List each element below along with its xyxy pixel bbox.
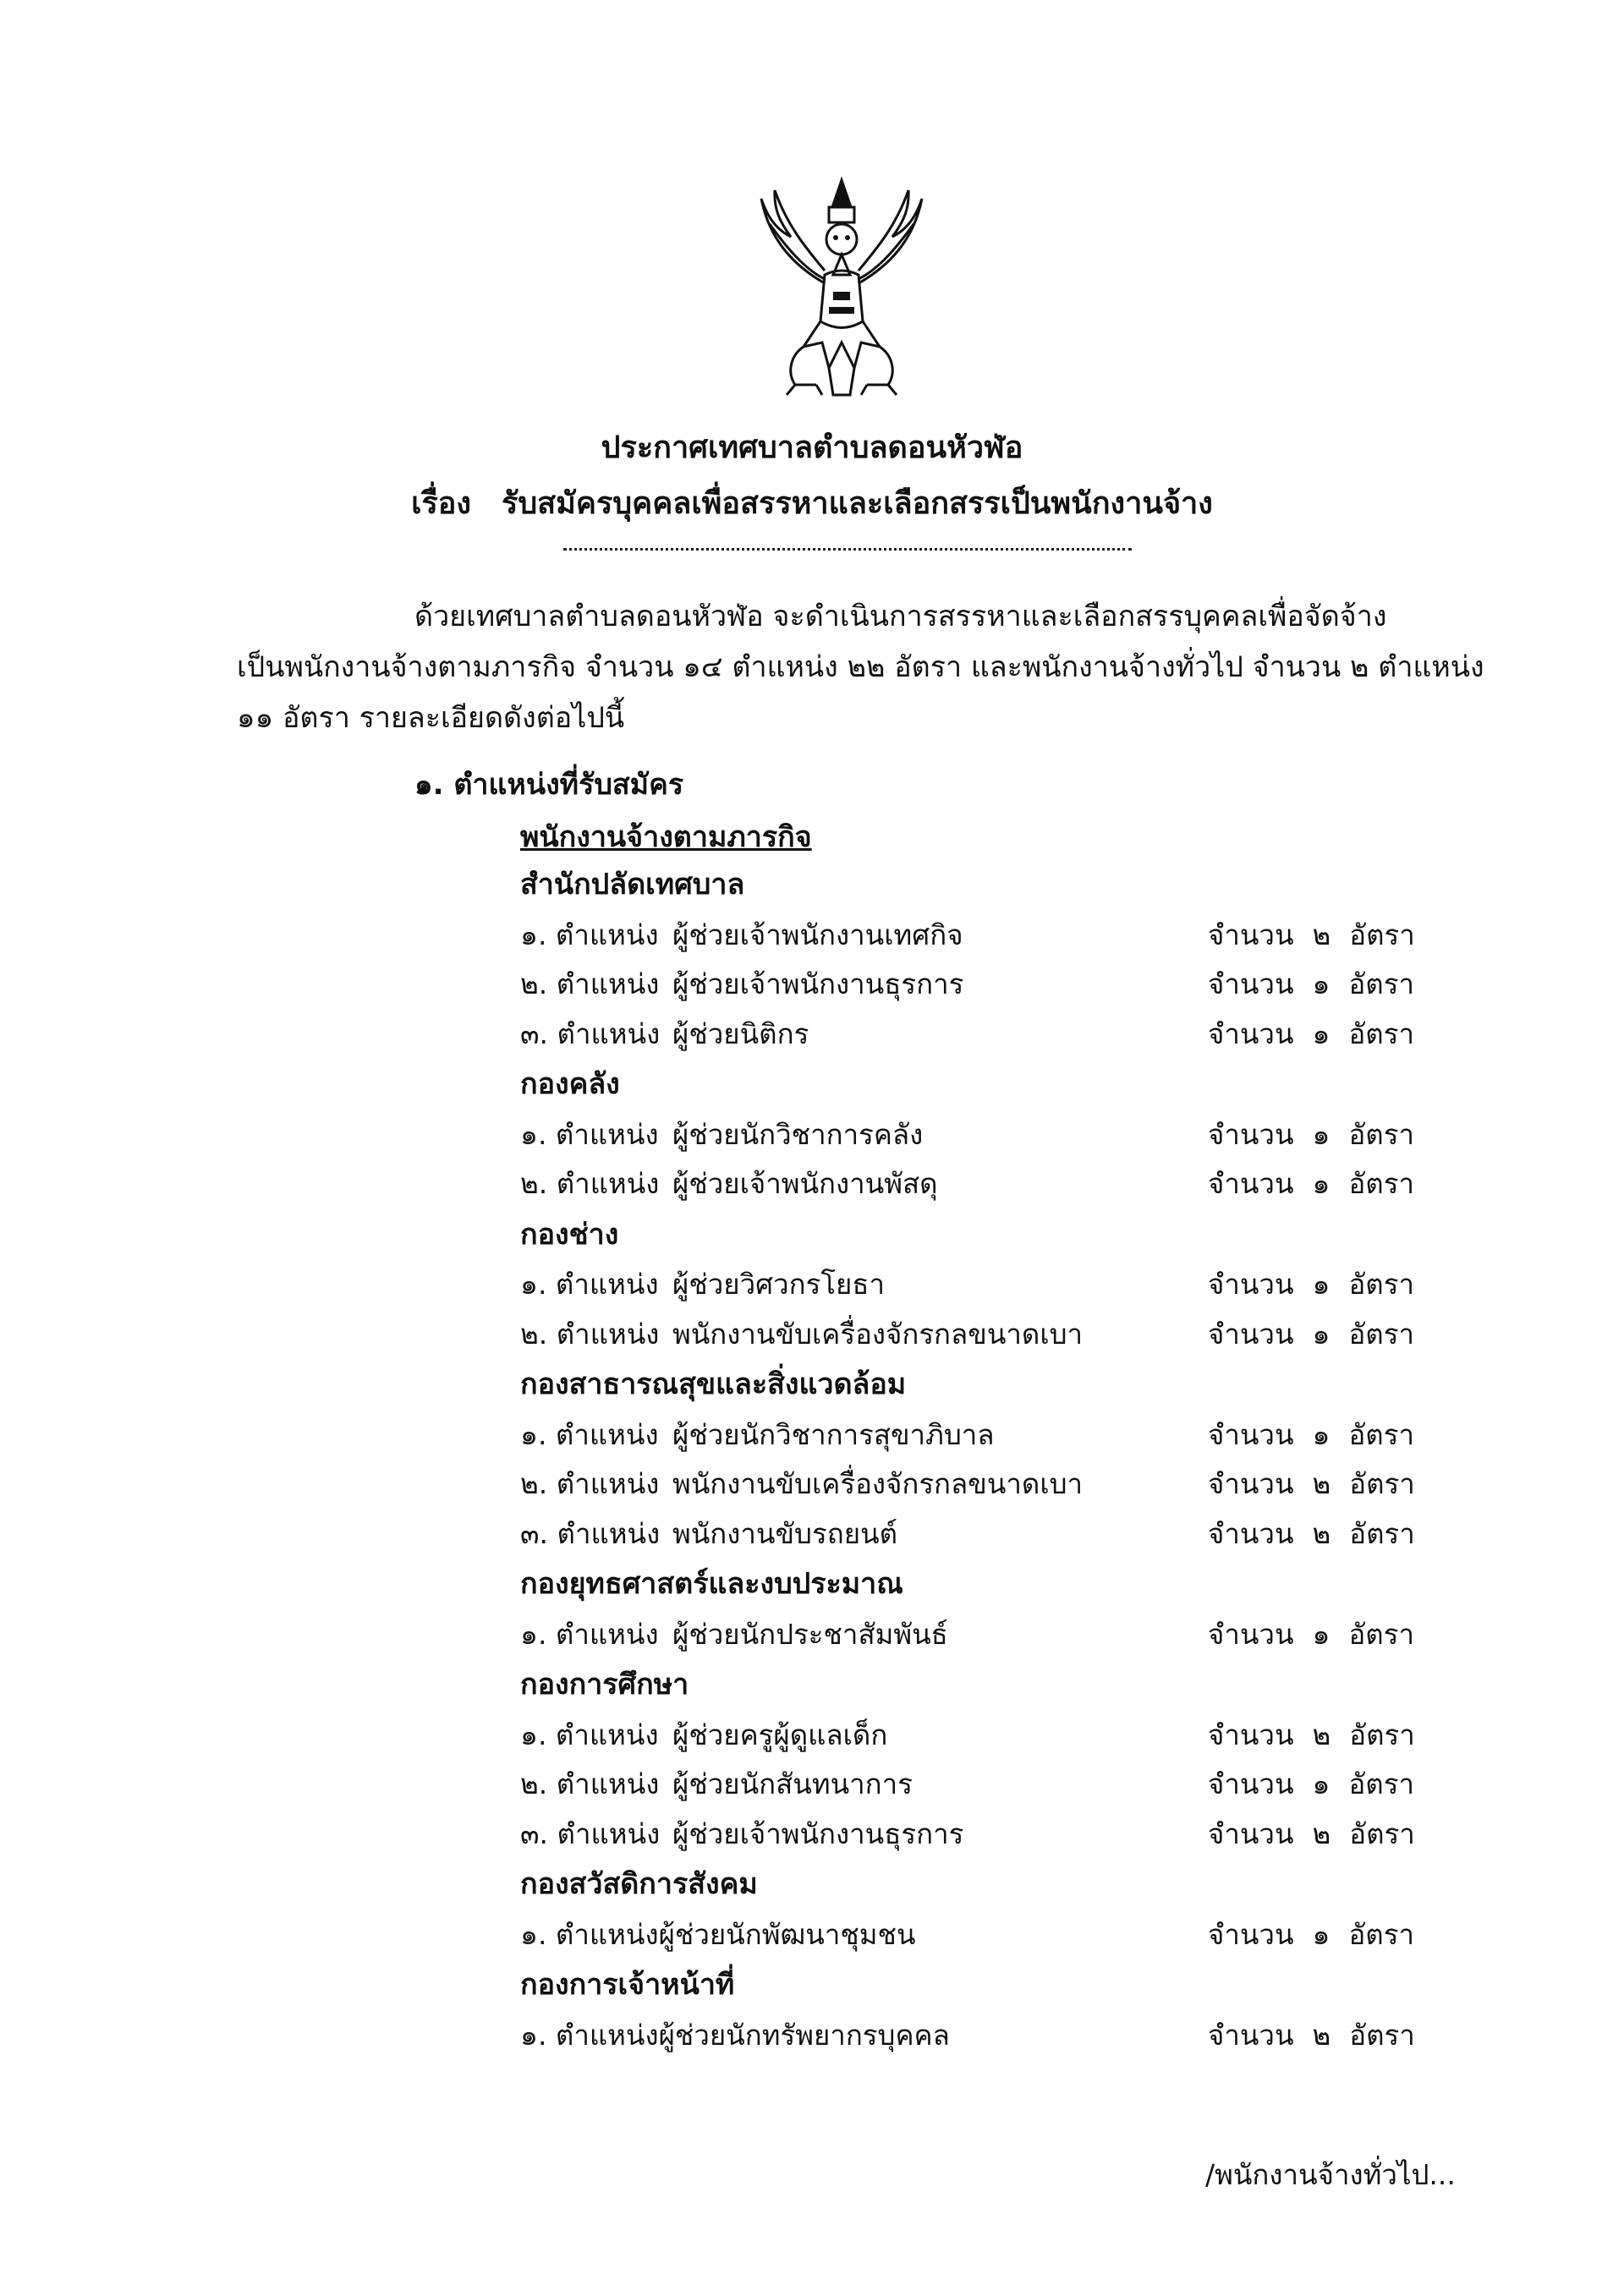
position-number: ๑. ตำแหน่ง <box>520 1617 659 1651</box>
position-quota <box>1208 1912 1414 1957</box>
position-number: ๑. ตำแหน่ง <box>520 918 659 951</box>
count-label: จำนวน <box>1208 1467 1294 1500</box>
position-row <box>520 1511 898 1556</box>
unit-label: อัตรา <box>1349 2018 1415 2052</box>
position-row <box>520 1011 809 1056</box>
unit-label: อัตรา <box>1349 1516 1415 1550</box>
department-heading: กองการเจ้าหน้าที่ <box>520 1968 735 2002</box>
position-row <box>520 1811 964 1856</box>
position-number: ๒. ตำแหน่ง <box>520 1167 660 1200</box>
count-value: ๑ <box>1312 1767 1330 1800</box>
subject-label: เรื่อง <box>411 486 471 521</box>
position-number: ๒. ตำแหน่ง <box>520 967 660 1000</box>
count-label: จำนวน <box>1208 1167 1294 1200</box>
department-heading: กองการศึกษา <box>520 1668 689 1701</box>
count-value: ๑ <box>1312 1268 1330 1301</box>
count-value: ๑ <box>1312 1117 1330 1151</box>
position-row <box>520 1912 915 1957</box>
position-row <box>520 1412 995 1457</box>
count-value: ๒ <box>1312 2018 1331 2052</box>
unit-label: อัตรา <box>1349 1817 1415 1850</box>
position-number: ๑. ตำแหน่ง <box>520 1268 659 1301</box>
position-row <box>520 1312 1084 1356</box>
count-value: ๒ <box>1312 1718 1331 1751</box>
unit-label: อัตรา <box>1348 1016 1414 1050</box>
count-label: จำนวน <box>1208 1417 1294 1451</box>
unit-label: อัตรา <box>1348 1268 1414 1301</box>
count-label: จำนวน <box>1208 1117 1294 1151</box>
position-title: ผู้ช่วยนักสันทนาการ <box>672 1767 913 1800</box>
position-title: ผู้ช่วยเจ้าพนักงานเทศกิจ <box>672 918 963 951</box>
count-label: จำนวน <box>1208 967 1294 1000</box>
position-title: พนักงานขับเครื่องจักรกลขนาดเบา <box>672 1467 1084 1500</box>
position-quota <box>1208 2013 1415 2058</box>
position-quota <box>1208 1161 1414 1206</box>
intro-line-1: ด้วยเทศบาลตำบลดอนหัวฬ่อ จะดำเนินการสรรหาและเลือกสรรบุคคลเพื่อจัดจ้าง <box>414 600 1387 633</box>
department-heading: กองสาธารณสุขและสิ่งแวดล้อม <box>520 1367 907 1401</box>
count-value: ๑ <box>1312 1617 1330 1651</box>
position-quota <box>1208 1312 1414 1356</box>
position-title: พนักงานขับรถยนต์ <box>672 1516 898 1550</box>
count-label: จำนวน <box>1208 1767 1294 1800</box>
unit-label: อัตรา <box>1348 1117 1414 1151</box>
position-title: ผู้ช่วยเจ้าพนักงานพัสดุ <box>672 1167 938 1200</box>
dotted-divider <box>563 548 1132 551</box>
department-heading: กองช่าง <box>520 1217 619 1252</box>
garuda-emblem <box>744 173 939 402</box>
unit-label: อัตรา <box>1349 1467 1415 1500</box>
position-row <box>520 962 964 1006</box>
position-title: พนักงานขับเครื่องจักรกลขนาดเบา <box>672 1317 1084 1351</box>
position-number: ๑. ตำแหน่ง <box>520 1417 659 1451</box>
count-value: ๑ <box>1312 1167 1330 1200</box>
position-number: ๑. ตำแหน่ง <box>520 1718 659 1751</box>
intro-line-3: ๑๑ อัตรา รายละเอียดดังต่อไปนี้ <box>237 701 625 735</box>
position-number: ๓. ตำแหน่ง <box>520 1516 661 1550</box>
section-subheading: พนักงานจ้างตามภารกิจ <box>520 820 812 854</box>
position-quota <box>1208 1412 1414 1457</box>
count-value: ๑ <box>1312 1317 1330 1351</box>
department-heading: กองคลัง <box>520 1067 620 1101</box>
position-row <box>520 1461 1084 1506</box>
count-value: ๑ <box>1312 1917 1330 1951</box>
position-number: ๑. ตำแหน่ง <box>520 1117 659 1151</box>
unit-label: อัตรา <box>1348 1417 1414 1451</box>
position-row <box>520 1262 886 1307</box>
position-number: ๓. ตำแหน่ง <box>520 1817 661 1850</box>
position-number: ๑. ตำแหน่งผู้ช่วยนักทรัพยากรบุคคล <box>520 2018 950 2052</box>
position-number: ๓. ตำแหน่ง <box>520 1016 661 1050</box>
position-title: ผู้ช่วยเจ้าพนักงานธุรการ <box>672 967 964 1000</box>
position-quota <box>1208 1262 1414 1307</box>
position-quota <box>1208 912 1415 957</box>
subject-text: รับสมัครบุคคลเพื่อสรรหาและเลือกสรรเป็นพนักงานจ้าง <box>501 486 1213 521</box>
unit-label: อัตรา <box>1348 1767 1414 1800</box>
count-value: ๒ <box>1312 918 1331 951</box>
position-quota <box>1208 1511 1415 1556</box>
count-label: จำนวน <box>1208 1516 1294 1550</box>
count-value: ๒ <box>1312 1516 1331 1550</box>
count-value: ๑ <box>1312 967 1330 1000</box>
unit-label: อัตรา <box>1348 1917 1414 1951</box>
announcement-title: ประกาศเทศบาลตำบลดอนหัวฬ่อ <box>601 430 1023 465</box>
count-label: จำนวน <box>1208 2018 1294 2052</box>
count-label: จำนวน <box>1208 1617 1294 1651</box>
position-number: ๑. ตำแหน่งผู้ช่วยนักพัฒนาชุมชน <box>520 1917 916 1951</box>
unit-label: อัตรา <box>1348 967 1414 1000</box>
position-title: ผู้ช่วยเจ้าพนักงานธุรการ <box>672 1817 964 1850</box>
position-row <box>520 1612 948 1657</box>
position-row <box>520 1762 913 1806</box>
count-value: ๒ <box>1312 1467 1331 1500</box>
position-title: ผู้ช่วยนักวิชาการสุขาภิบาล <box>672 1417 995 1451</box>
count-label: จำนวน <box>1208 1016 1294 1050</box>
position-title: ผู้ช่วยนักวิชาการคลัง <box>672 1117 924 1151</box>
position-quota <box>1208 1461 1415 1506</box>
position-row <box>520 1112 924 1157</box>
position-row <box>520 912 963 957</box>
position-quota <box>1208 1811 1415 1856</box>
announcement-subject-line <box>0 479 1624 527</box>
position-number: ๒. ตำแหน่ง <box>520 1467 660 1500</box>
position-quota <box>1208 1762 1414 1806</box>
count-label: จำนวน <box>1208 1917 1294 1951</box>
count-label: จำนวน <box>1208 1317 1294 1351</box>
position-row <box>520 1712 888 1757</box>
position-title: ผู้ช่วยนิติกร <box>672 1016 809 1050</box>
count-label: จำนวน <box>1208 1817 1294 1850</box>
count-value: ๒ <box>1312 1817 1331 1850</box>
position-row <box>520 1161 938 1206</box>
count-label: จำนวน <box>1208 1718 1294 1751</box>
position-number: ๒. ตำแหน่ง <box>520 1317 660 1351</box>
count-value: ๑ <box>1312 1016 1330 1050</box>
position-title: ผู้ช่วยครูผู้ดูแลเด็ก <box>672 1718 888 1751</box>
continuation-note: /พนักงานจ้างทั่วไป... <box>1205 2158 1456 2191</box>
section-heading: ๑. ตำแหน่งที่รับสมัคร <box>414 768 684 802</box>
intro-line-2: เป็นพนักงานจ้างตามภารกิจ จำนวน ๑๔ ตำแหน่ง ๒๒ อัตรา และพนักงานจ้างทั่วไป จำนวน ๒ ตำแหน่ง <box>237 650 1484 684</box>
unit-label: อัตรา <box>1348 1317 1414 1351</box>
position-row <box>520 2013 950 2058</box>
position-title: ผู้ช่วยวิศวกรโยธา <box>672 1268 886 1301</box>
department-heading: กองสวัสดิการสังคม <box>520 1867 758 1901</box>
unit-label: อัตรา <box>1349 918 1415 951</box>
unit-label: อัตรา <box>1349 1718 1415 1751</box>
position-number: ๒. ตำแหน่ง <box>520 1767 660 1800</box>
position-quota <box>1208 1612 1414 1657</box>
department-heading: สำนักปลัดเทศบาล <box>520 868 745 901</box>
position-quota <box>1208 1712 1415 1757</box>
position-quota <box>1208 962 1414 1006</box>
unit-label: อัตรา <box>1348 1167 1414 1200</box>
count-value: ๑ <box>1312 1417 1330 1451</box>
position-quota <box>1208 1011 1414 1056</box>
count-label: จำนวน <box>1208 1268 1294 1301</box>
count-label: จำนวน <box>1208 918 1294 951</box>
department-heading: กองยุทธศาสตร์และงบประมาณ <box>520 1567 903 1601</box>
position-title: ผู้ช่วยนักประชาสัมพันธ์ <box>672 1617 948 1651</box>
position-quota <box>1208 1112 1414 1157</box>
unit-label: อัตรา <box>1348 1617 1414 1651</box>
